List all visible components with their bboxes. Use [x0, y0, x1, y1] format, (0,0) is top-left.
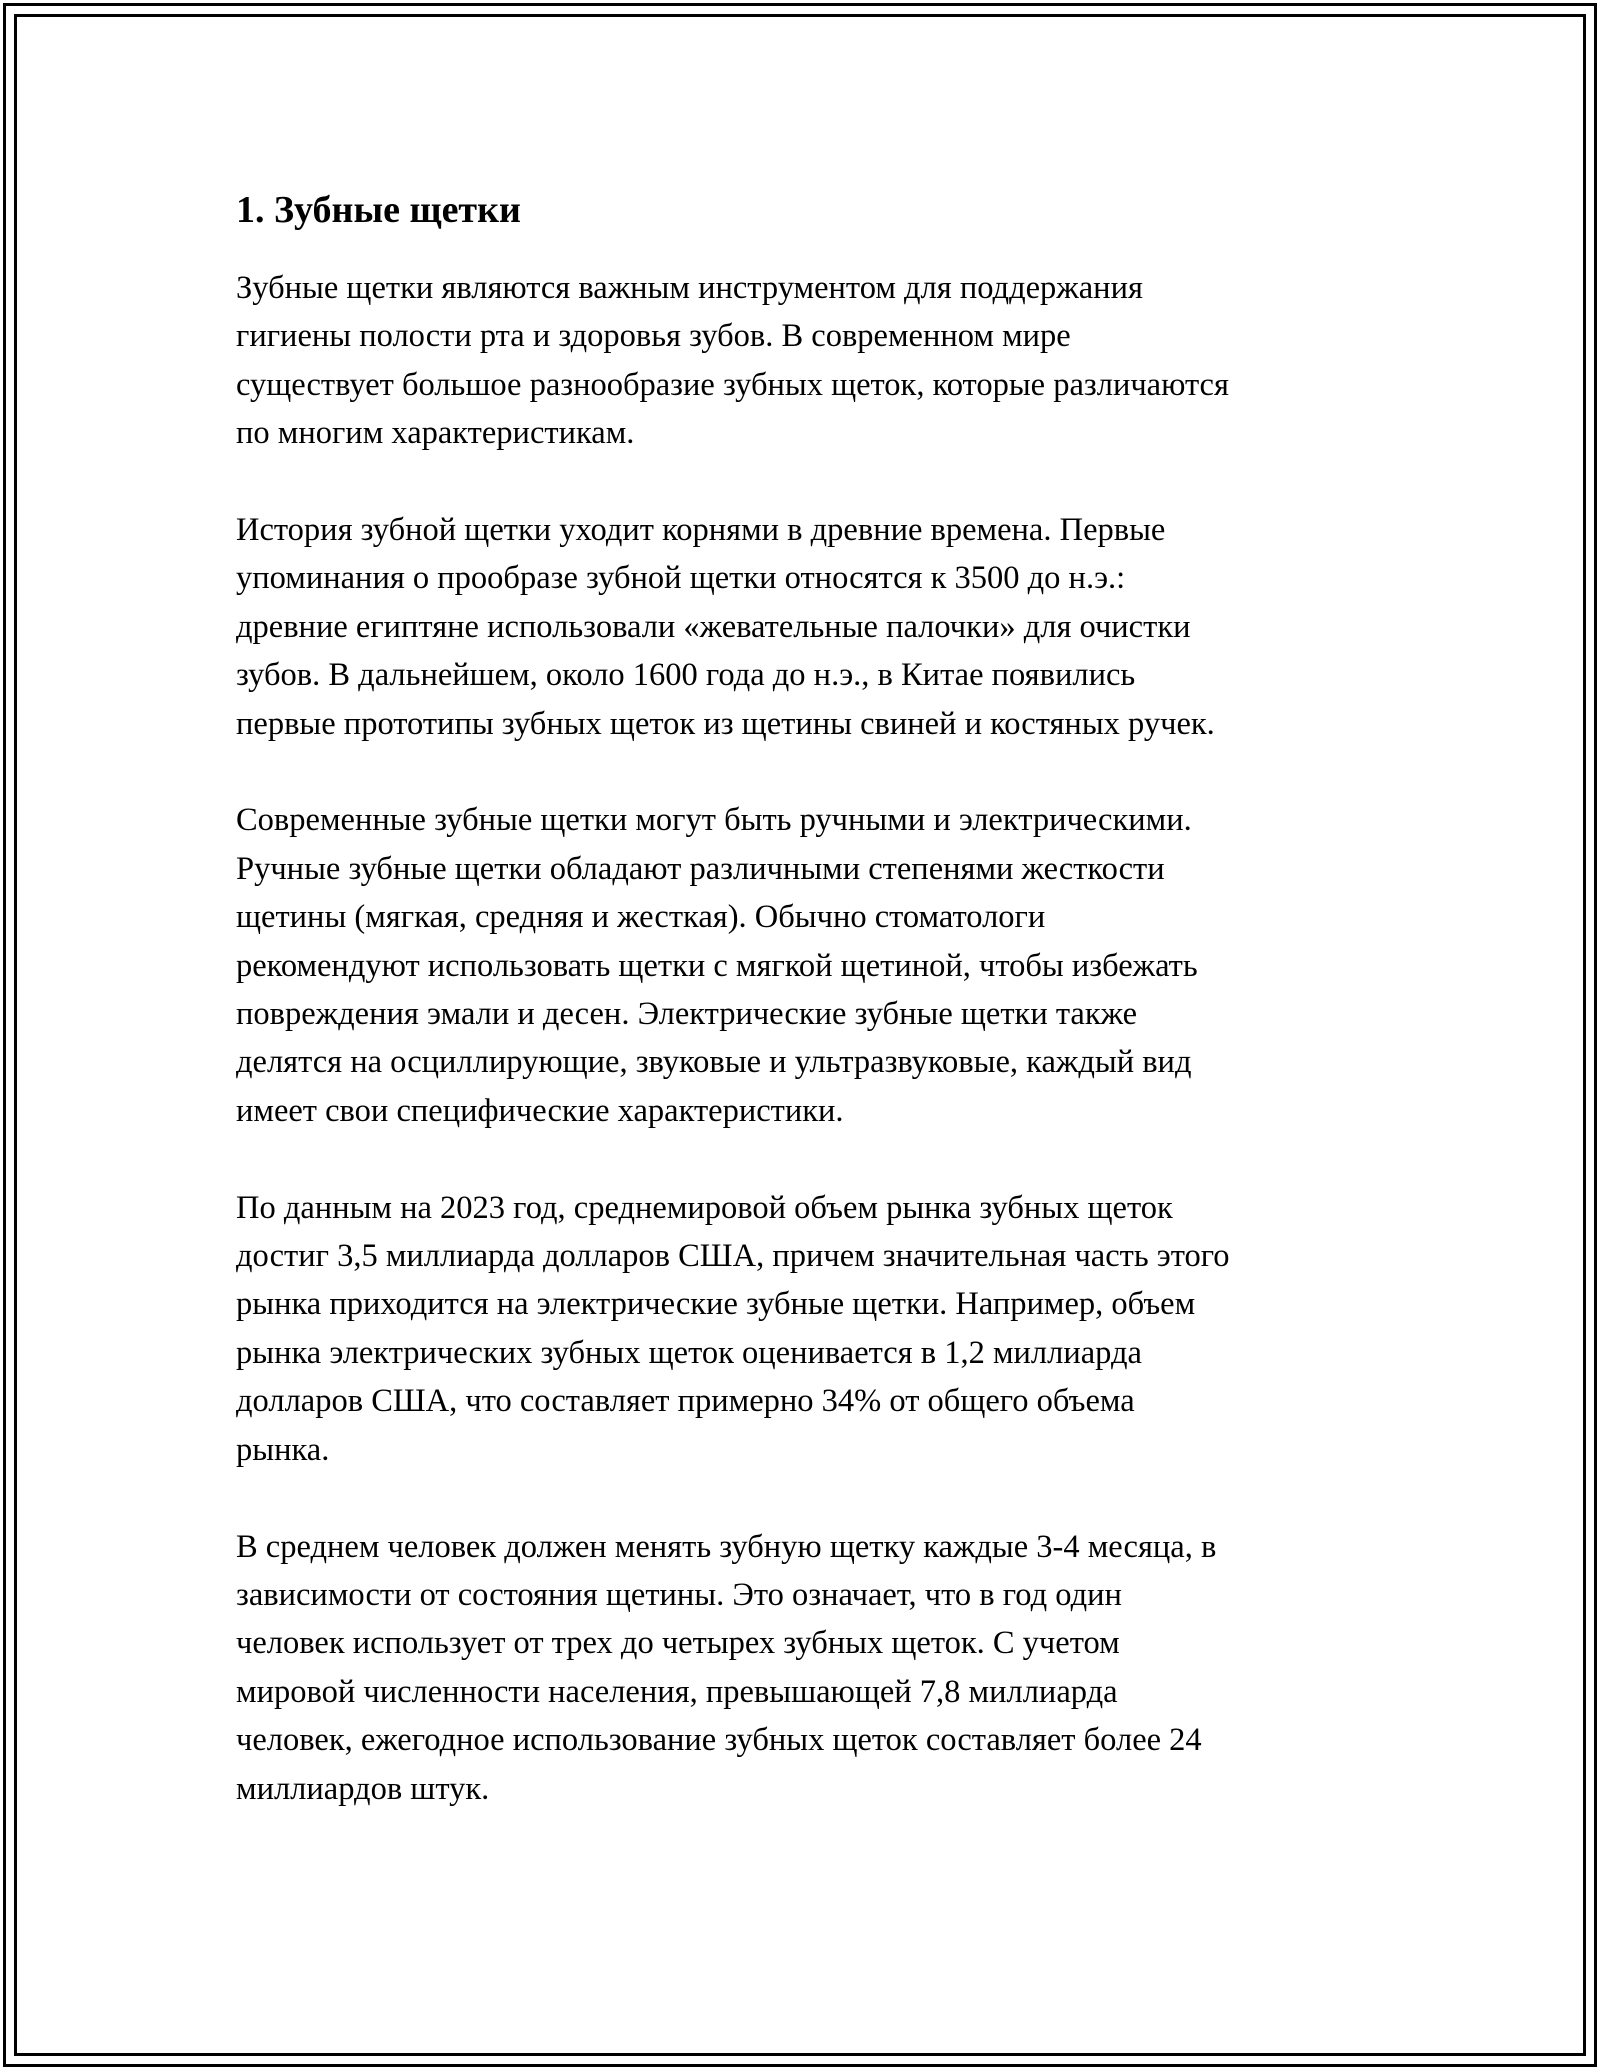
- paragraph-intro: Зубные щетки являются важным инструментом для поддержания гигиены полости рта и здоровья зубов. В современном мире существует большое разнообразие зубных щеток, которые различаются по многим характеристикам.: [236, 270, 1229, 452]
- section-heading: 1. Зубные щетки: [236, 189, 521, 231]
- paragraph-market: По данным на 2023 год, среднемировой объем рынка зубных щеток достиг 3,5 миллиарда долларов США, причем значительная часть этого рынка приходится на электрические зубные щетки. Например, объем рынка электрических зубных щеток оценивается в 1,2 миллиарда долларов США, что составляет примерно 34% от общего объема рынка.: [236, 1189, 1230, 1468]
- document-body: [236, 186, 1366, 1813]
- paragraph-usage: В среднем человек должен менять зубную щетку каждые 3-4 месяца, в зависимости от состояния щетины. Это означает, что в год один человек использует от трех до четырех зубных щеток. С учетом мировой численности населения, превышающей 7,8 миллиарда человек, ежегодное использование зубных щеток составляет более 24 миллиардов штук.: [236, 1528, 1217, 1807]
- paragraph-types: Современные зубные щетки могут быть ручными и электрическими. Ручные зубные щетки обладают различными степенями жесткости щетины (мягкая, средняя и жесткая). Обычно стоматологи рекомендуют использовать щетки с мягкой щетиной, чтобы избежать повреждения эмали и десен. Электрические зубные щетки также делятся на осциллирующие, звуковые и ультразвуковые, каждый вид имеет свои специфические характеристики.: [236, 802, 1198, 1129]
- paragraph-history: История зубной щетки уходит корнями в древние времена. Первые упоминания о прообразе зубной щетки относятся к 3500 до н.э.: древние египтяне использовали «жевательные палочки» для очистки зубов. В дальнейшем, около 1600 года до н.э., в Китае появились первые прототипы зубных щеток из щетины свиней и костяных ручек.: [236, 512, 1215, 742]
